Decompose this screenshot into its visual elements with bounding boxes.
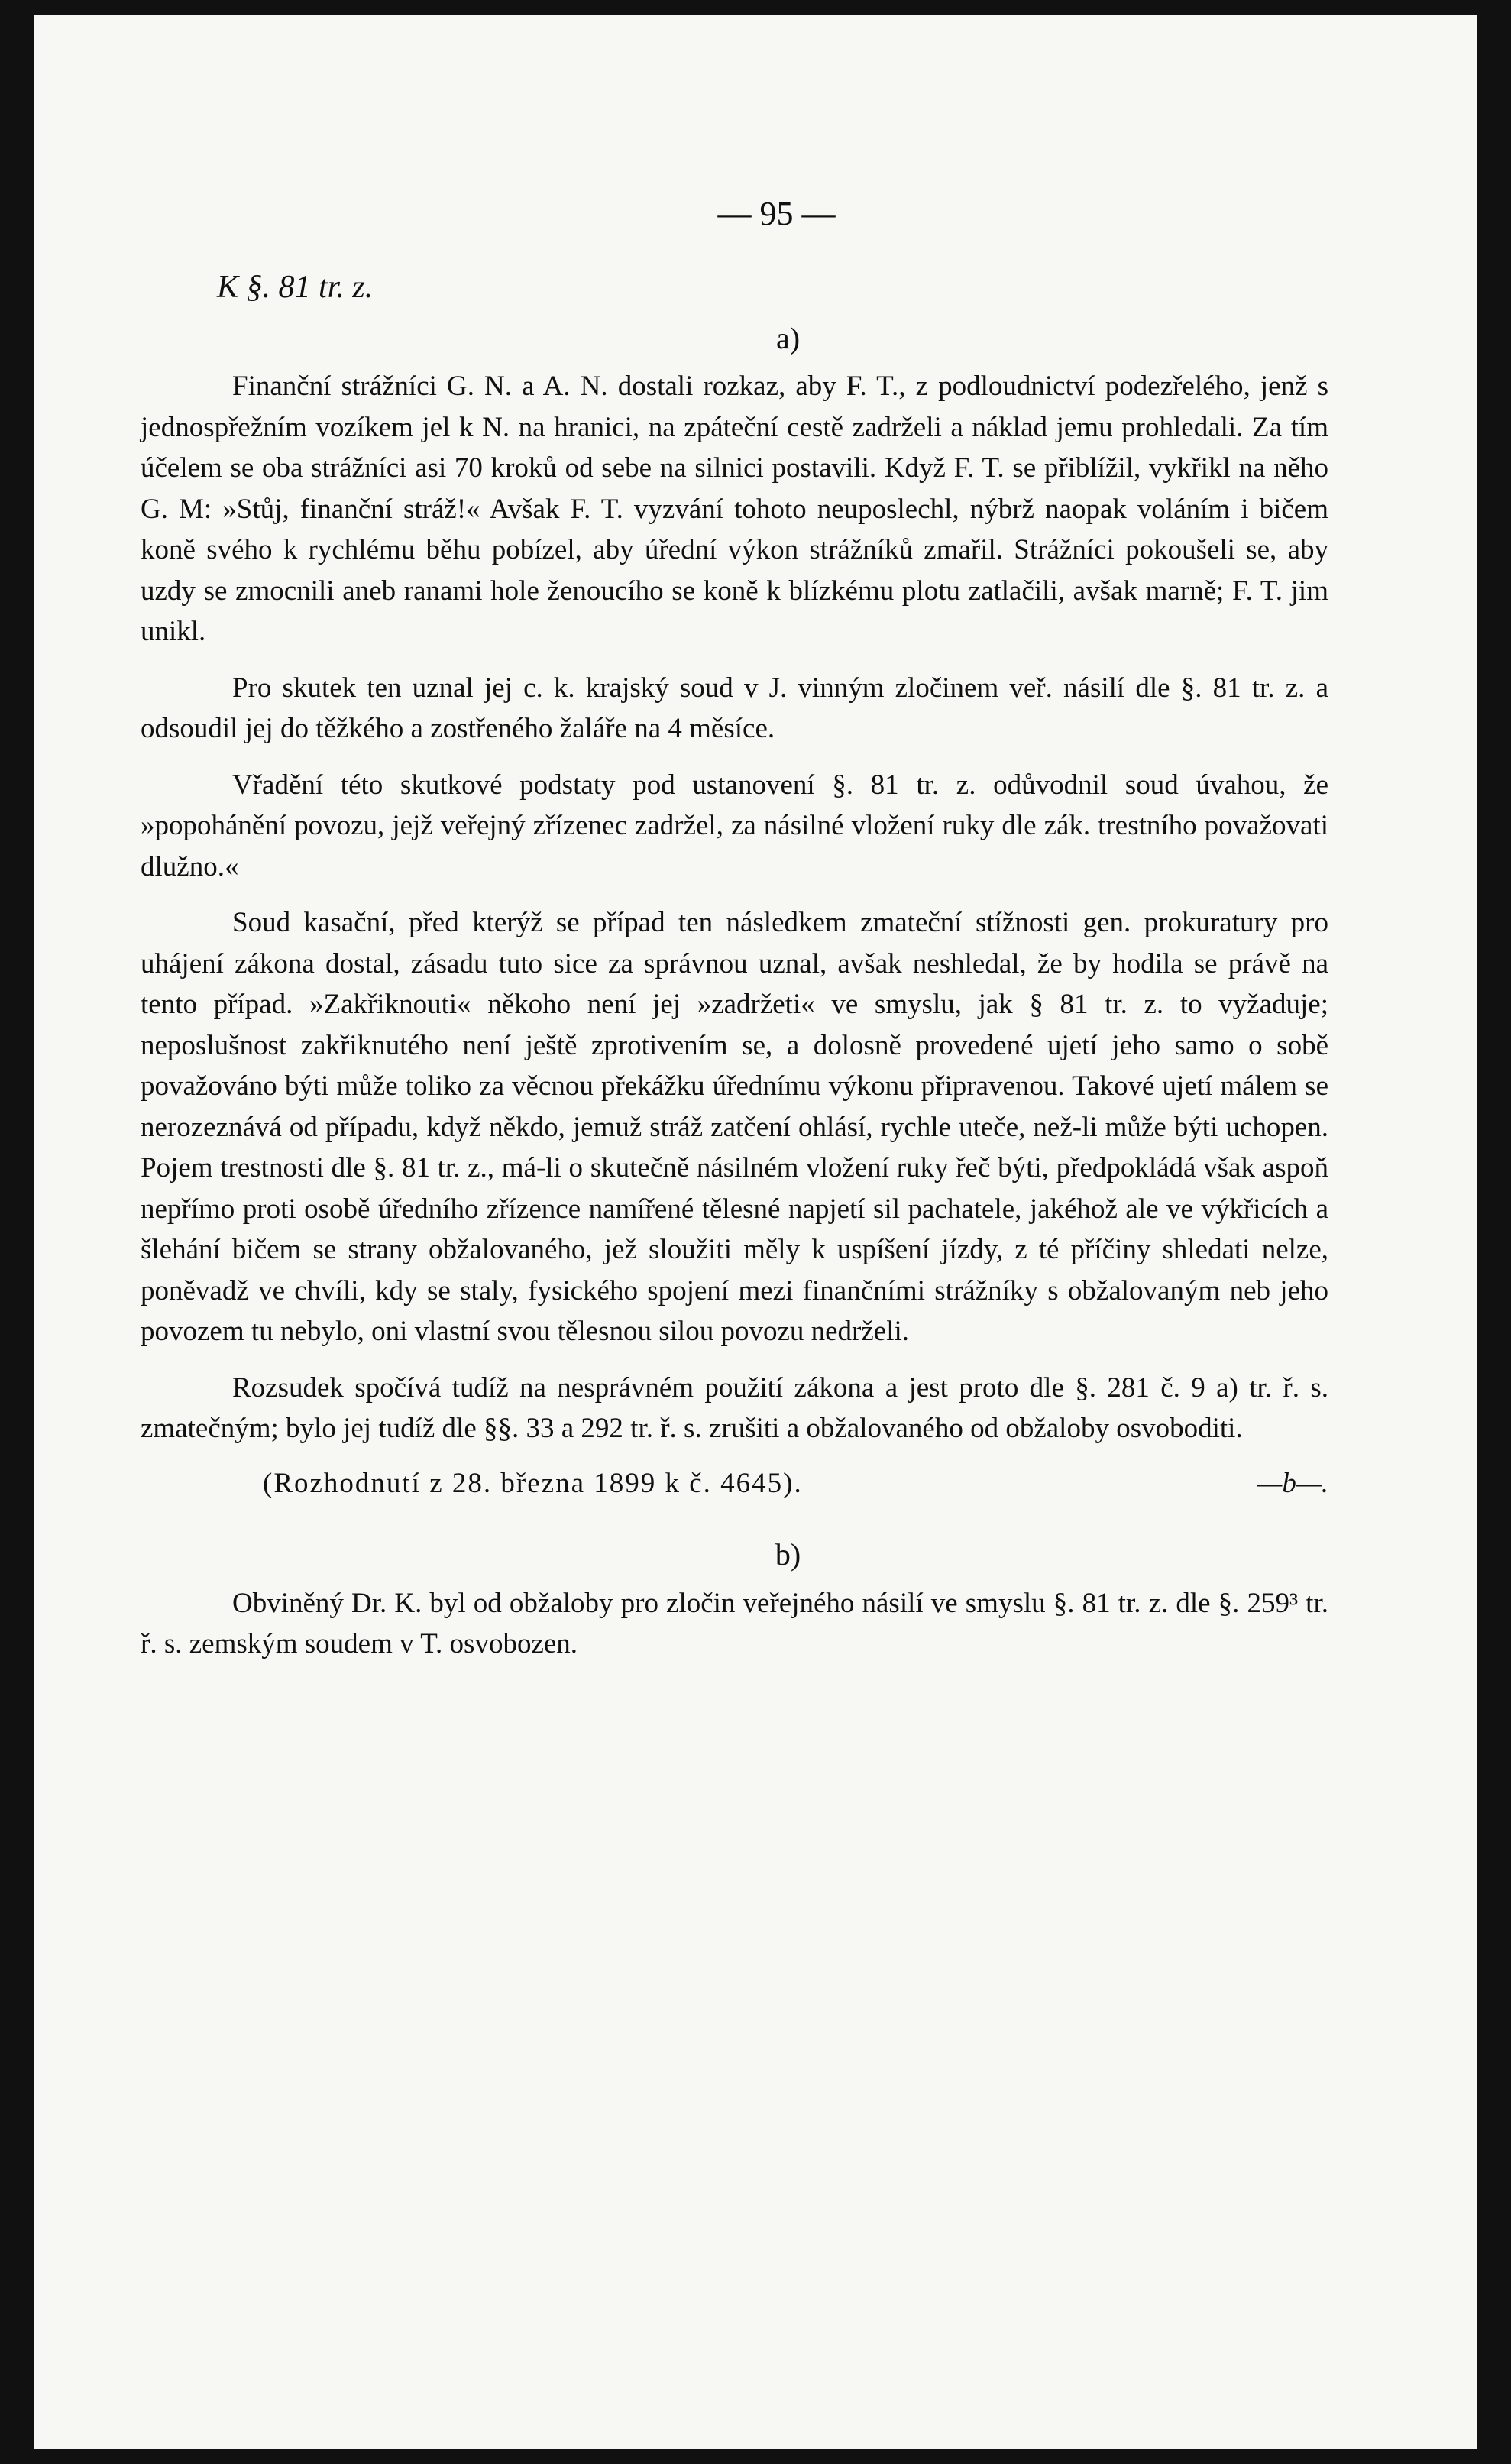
- section-heading: K §. 81 tr. z.: [217, 270, 374, 305]
- author-mark: —b—.: [1257, 1467, 1328, 1499]
- paragraph: Obviněný Dr. K. byl od obžaloby pro zločin veřejného násilí ve smyslu §. 81 tr. z. dle §. 259³ tr. ř. s. zemským soudem v T. osvobozen.: [141, 1587, 1328, 1659]
- subsection-a-label: a): [775, 320, 801, 355]
- decision-reference: (Rozhodnutí z 28. března 1899 k č. 4645).: [263, 1467, 803, 1499]
- paragraph: Finanční strážníci G. N. a A. N. dostali rozkaz, aby F. T., z podloudnictví podezřelého, jenž s jednospřežním vozíkem jel k N. na hranici, na zpáteční cestě zadrželi a náklad jemu prohledali. Za tím účelem se oba strážníci asi 70 kroků od sebe na silnici postavili. Když F. T. se přiblížil, vykřikl na něho G. M: »Stůj, finanční stráž!« Avšak F. T. vyzvání tohoto neuposlechl, nýbrž naopak voláním i bičem koně svého k rychlému běhu pobízel, aby úřední výkon strážníků zmařil. Strážníci pokoušeli se, aby uzdy se zmocnili aneb ranami hole ženoucího se koně k blízkému plotu zatlačili, avšak marně; F. T. jim unikl.: [141, 371, 1328, 647]
- paragraph: Soud kasační, před kterýž se případ ten následkem zmateční stížnosti gen. prokuratury pro uhájení zákona dostal, zásadu tuto sice za správnou uznal, avšak neshledal, že by hodila se právě na tento případ. »Zakřiknouti« někoho není jej »zadržeti« ve smyslu, jak § 81 tr. z. to vyžaduje; neposlušnost zakřiknutého není ještě zprotivením se, a dolosně provedené ujetí jeho samo o sobě považováno býti může toliko za věcnou překážku úřednímu výkonu připravenou. Takové ujetí málem se nerozeznává od případu, když někdo, jemuž stráž zatčení ohlásí, rychle uteče, než-li může býti uchopen. Pojem trestnosti dle §. 81 tr. z., má-li o skutečně násilném vložení ruky řeč býti, předpokládá však aspoň nepřímo proti osobě úředního zřízence namířené tělesné napjetí sil pachatele, jakéhož ale ve výkřicích a šlehání bičem se strany obžalovaného, jež sloužiti měly k uspíšení jízdy, z té příčiny shledati nelze, poněvadž ve chvíli, kdy se staly, fysického spojení mezi finančními strážníky s obžalovaným neb jeho povozem tu nebylo, oni vlastní svou tělesnou silou povozu nedrželi.: [141, 907, 1328, 1347]
- page-number: — 95 —: [717, 195, 836, 232]
- paragraph: Rozsudek spočívá tudíž na nesprávném použití zákona a jest proto dle §. 281 č. 9 a) tr. ř. s. zmatečným; bylo jej tudíž dle §§. 33 a 292 tr. ř. s. zrušiti a obžalovaného od obžaloby osvoboditi.: [141, 1371, 1328, 1444]
- page-content: [141, 191, 1328, 1665]
- paragraph: Pro skutek ten uznal jej c. k. krajský soud v J. vinným zločinem veř. násilí dle §. 81 tr. z. a odsoudil jej do těžkého a zostřeného žaláře na 4 měsíce.: [141, 672, 1328, 744]
- subsection-b-label: b): [775, 1537, 801, 1572]
- decision-citation: [141, 1463, 1328, 1504]
- paragraph: Vřadění této skutkové podstaty pod ustanovení §. 81 tr. z. odůvodnil soud úvahou, že »popohánění povozu, jejž veřejný zřízenec zadržel, za násilné vložení ruky dle zák. trestního považovati dlužno.«: [141, 769, 1328, 882]
- document-page: [34, 15, 1477, 2449]
